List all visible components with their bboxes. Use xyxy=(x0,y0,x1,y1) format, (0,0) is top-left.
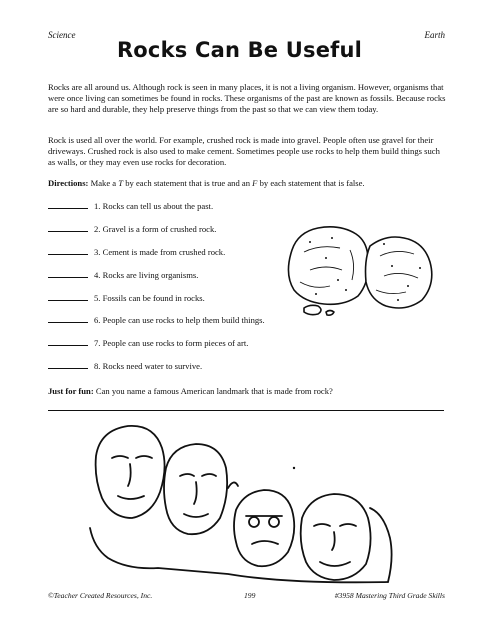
statement-item xyxy=(48,359,202,371)
fun-label: Just for fun: xyxy=(48,386,94,396)
fun-question: Can you name a famous American landmark that is made from rock? xyxy=(95,386,333,396)
statement-item xyxy=(48,199,213,211)
directions-f-letter: F xyxy=(252,178,258,188)
rocks-illustration xyxy=(280,220,440,320)
just-for-fun xyxy=(48,386,458,396)
answer-blank[interactable] xyxy=(48,336,88,346)
subject-header: Science xyxy=(48,30,76,40)
statement-item xyxy=(48,268,198,280)
intro-paragraph: Rocks are all around us. Although rock is seen in many places, it is not a living organism. However, organisms that were once living can sometimes be found in rocks. These organisms of the past are known as fossils. Because rocks are so hard and durable, they help preserve things from the past so that we can view them today. xyxy=(48,82,446,114)
directions-label: Directions: xyxy=(48,178,89,188)
statement-item xyxy=(48,291,205,303)
answer-blank[interactable] xyxy=(48,359,88,369)
statement-text: 7. People can use rocks to form pieces of art. xyxy=(94,338,249,348)
statement-item xyxy=(48,222,216,234)
page-title: Rocks Can Be Useful xyxy=(116,38,363,62)
answer-blank[interactable] xyxy=(48,291,88,301)
directions-text-2: by each statement that is true and an xyxy=(125,178,251,188)
statement-text: 6. People can use rocks to help them build things. xyxy=(94,315,265,325)
footer-page-number: 199 xyxy=(244,591,256,600)
answer-blank[interactable] xyxy=(48,268,88,278)
statement-text: 5. Fossils can be found in rocks. xyxy=(94,293,205,303)
directions-text-1: Make a xyxy=(90,178,117,188)
mount-rushmore-illustration xyxy=(88,418,398,586)
statement-item xyxy=(48,336,248,348)
answer-blank[interactable] xyxy=(48,199,88,209)
answer-blank[interactable] xyxy=(48,313,88,323)
statement-text: 1. Rocks can tell us about the past. xyxy=(94,201,214,211)
statement-text: 4. Rocks are living organisms. xyxy=(94,270,199,280)
statement-item xyxy=(48,313,265,325)
topic-header: Earth xyxy=(424,30,445,40)
answer-blank[interactable] xyxy=(48,222,88,232)
directions-t-letter: T xyxy=(118,178,124,188)
statement-text: 2. Gravel is a form of crushed rock. xyxy=(94,224,217,234)
footer-book-title: #3958 Mastering Third Grade Skills xyxy=(334,591,445,600)
directions xyxy=(48,178,458,188)
answer-line[interactable] xyxy=(48,410,444,411)
statement-item xyxy=(48,245,225,257)
uses-paragraph: Rock is used all over the world. For example, crushed rock is made into gravel. People often use gravel for their driveways. Crushed rock is also used to make cement. Sometimes people use rocks to help them build things such as walls, or they may even use rocks for decoration. xyxy=(48,135,440,167)
footer-copyright: ©Teacher Created Resources, Inc. xyxy=(48,591,153,600)
statement-text: 8. Rocks need water to survive. xyxy=(94,361,203,371)
directions-text-3: by each statement that is false. xyxy=(259,178,365,188)
answer-blank[interactable] xyxy=(48,245,88,255)
statement-text: 3. Cement is made from crushed rock. xyxy=(94,247,226,257)
